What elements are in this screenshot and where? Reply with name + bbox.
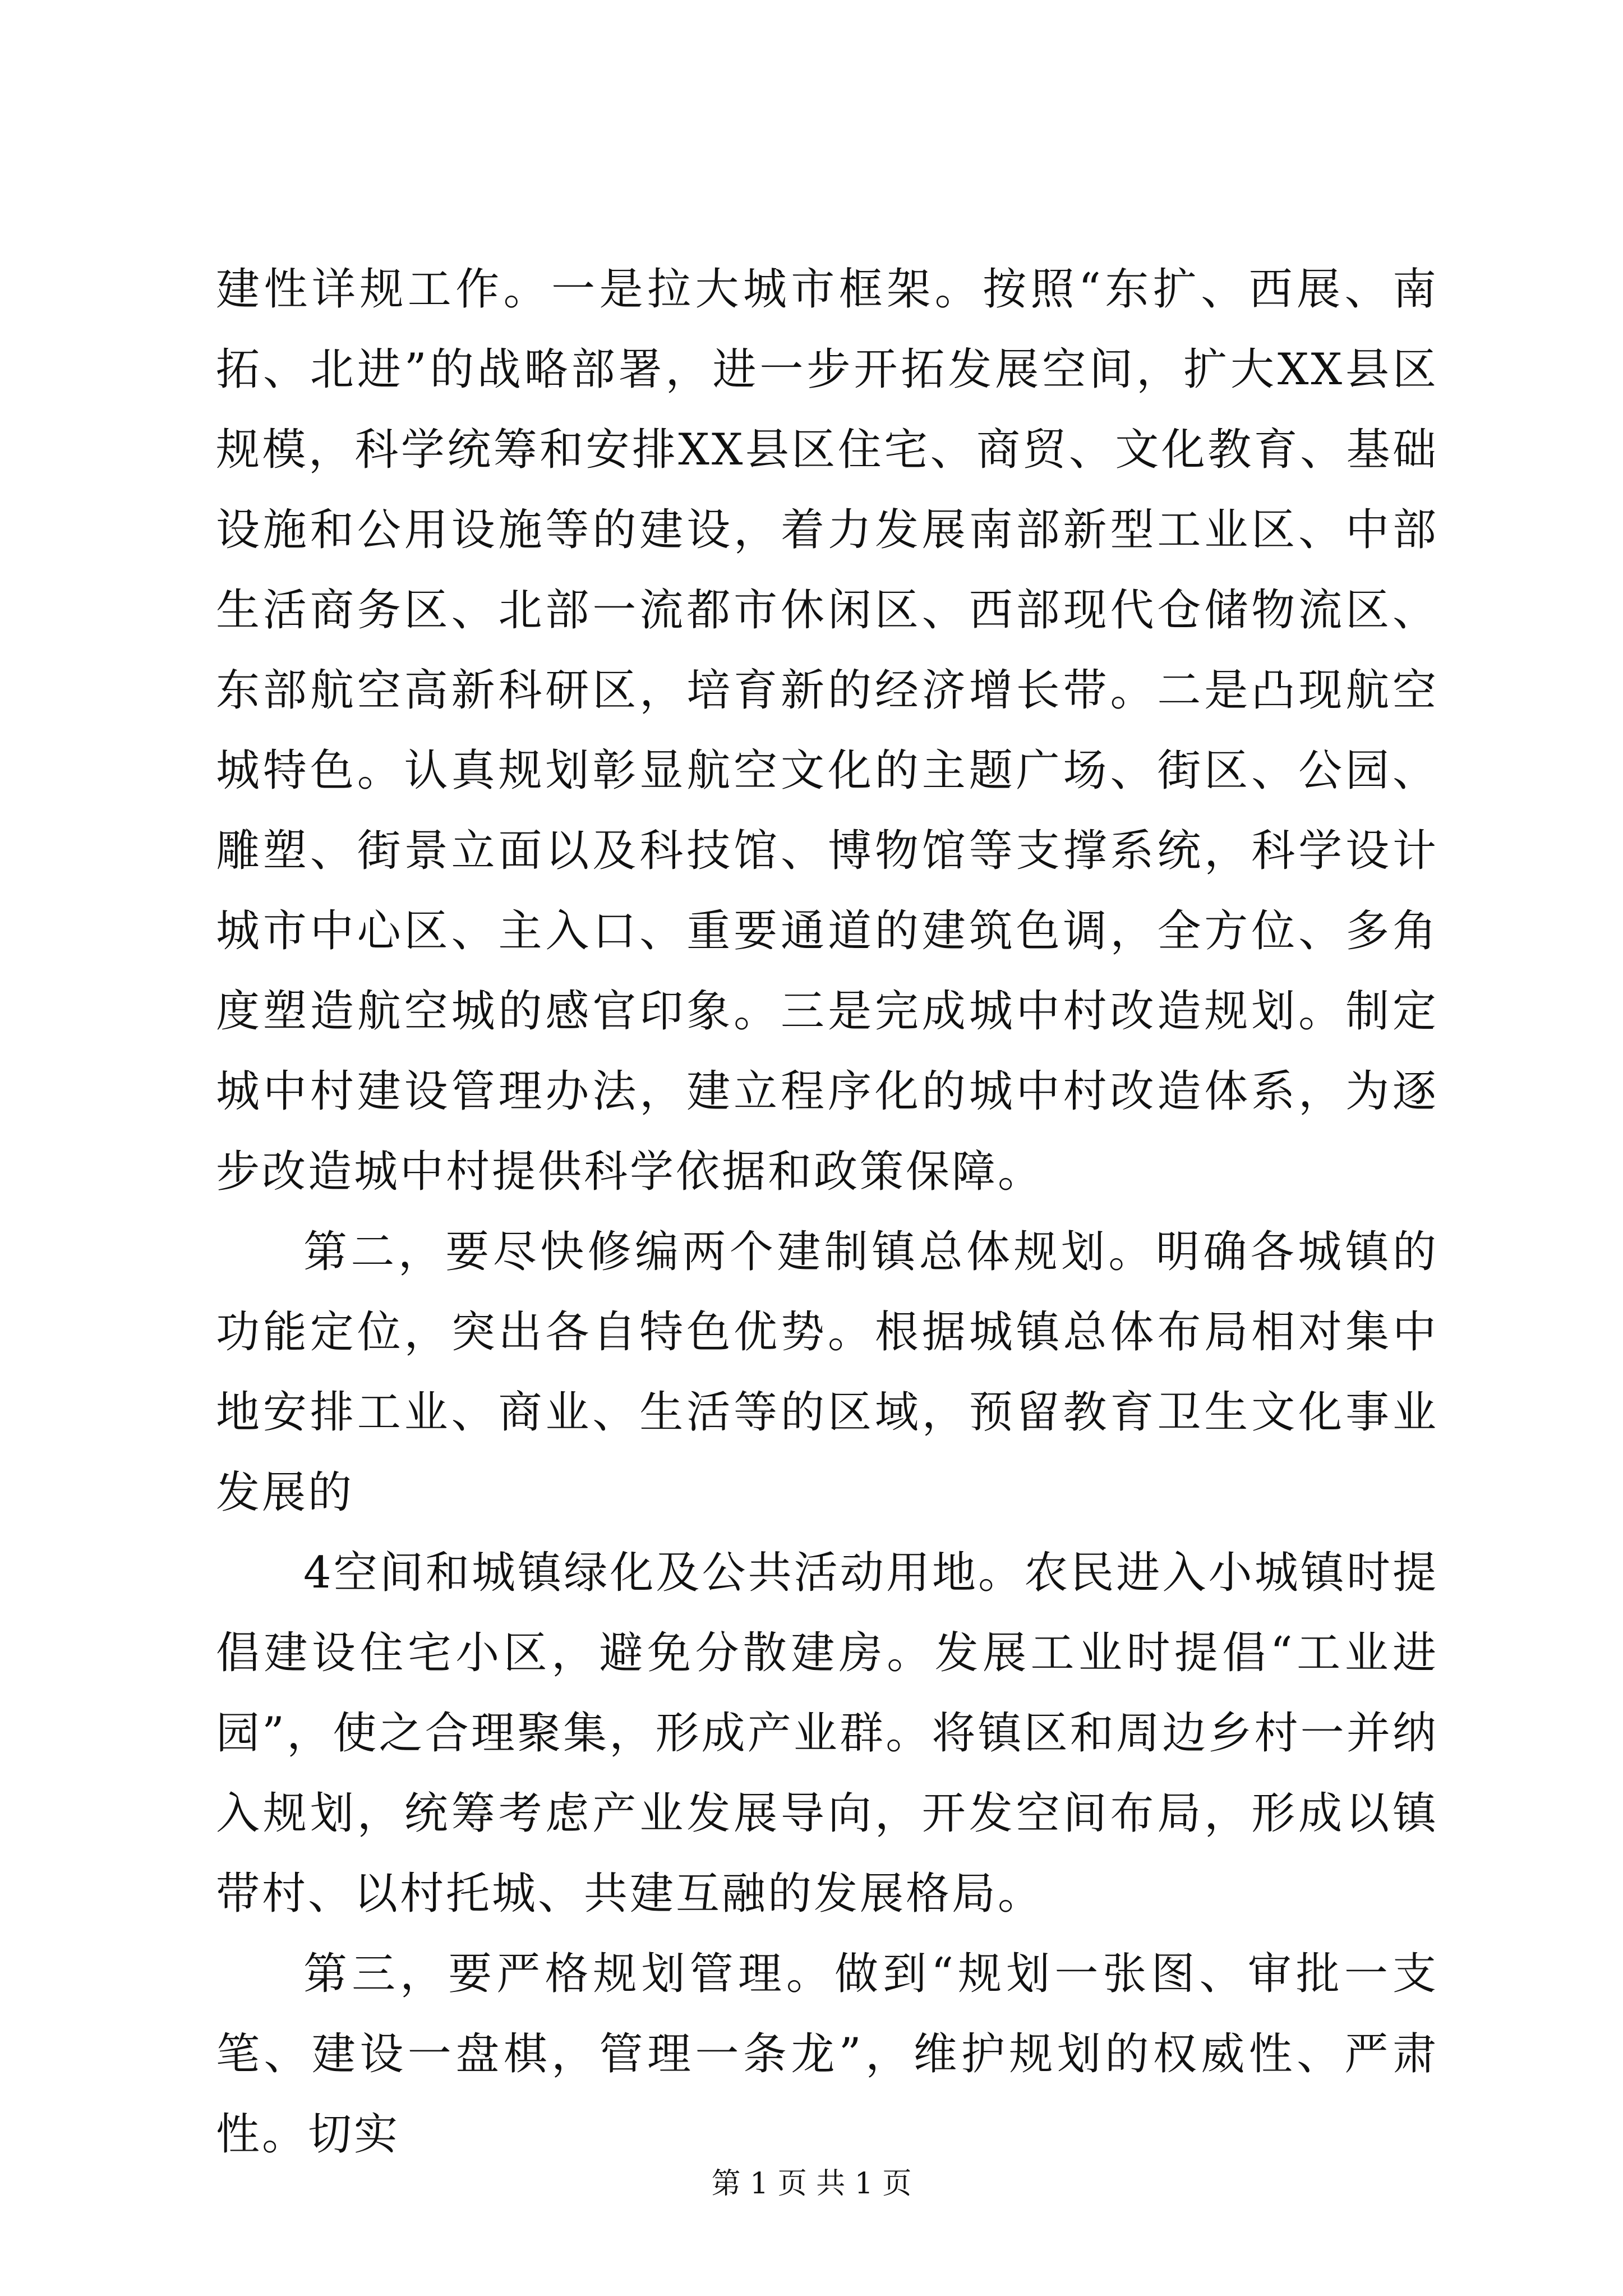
paragraph-1: 建性详规工作。一是拉大城市框架。按照“东扩、西展、南拓、北进”的战略部署，进一步开拓发展空间，扩大XX县区规模，科学统筹和安排XX县区住宅、商贸、文化教育、基础设施和公用设施等的建设，着力发展南部新型工业区、中部生活商务区、北部一流都市休闲区、西部现代仓储物流区、东部航空高新科研区，培育新的经济增长带。二是凸现航空城特色。认真规划彰显航空文化的主题广场、街区、公园、雕塑、街景立面以及科技馆、博物馆等支撑系统，科学设计城市中心区、主入口、重要通道的建筑色调，全方位、多角度塑造航空城的感官印象。三是完成城中村改造规划。制定城中村建设管理办法，建立程序化的城中村改造体系，为逐步改造城中村提供科学依据和政策保障。 <box>216 264 1438 1197</box>
document-body <box>216 250 1438 2175</box>
page-footer: 第 1 页 共 1 页 <box>711 2167 912 2201</box>
paragraph-3: 4空间和城镇绿化及公共活动用地。农民进入小城镇时提倡建设住宅小区，避免分散建房。发展工业时提倡“工业进园”，使之合理聚集，形成产业群。将镇区和周边乡村一并纳入规划，统筹考虑产业发展导向，开发空间布局，形成以镇带村、以村托城、共建互融的发展格局。 <box>216 1548 1438 1919</box>
paragraph-2: 第二，要尽快修编两个建制镇总体规划。明确各城镇的功能定位，突出各自特色优势。根据城镇总体布局相对集中地安排工业、商业、生活等的区域，预留教育卫生文化事业发展的 <box>216 1227 1438 1518</box>
paragraph-4: 第三，要严格规划管理。做到“规划一张图、审批一支笔、建设一盘棋，管理一条龙”，维护规划的权威性、严肃性。切实 <box>216 1949 1438 2160</box>
